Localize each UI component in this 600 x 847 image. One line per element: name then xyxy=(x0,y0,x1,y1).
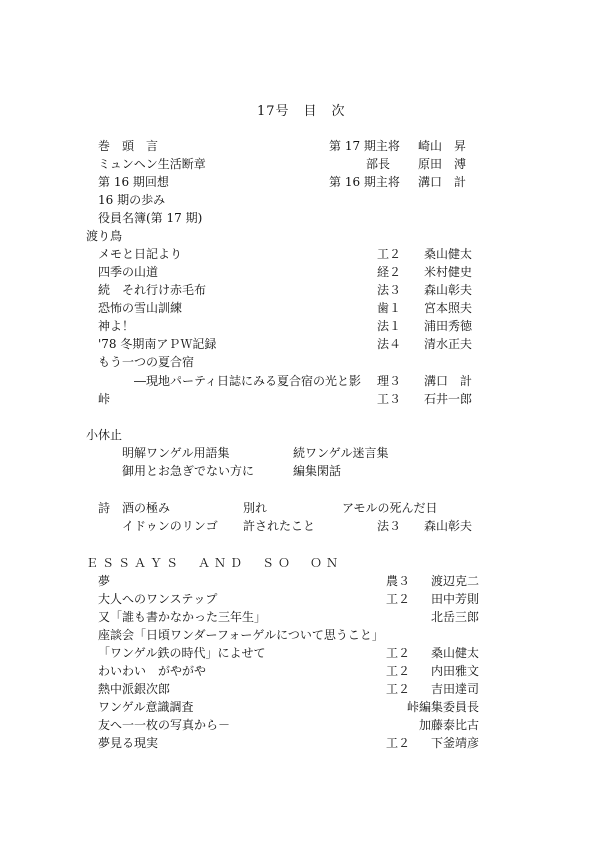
toc-role: 第 17 期主将 xyxy=(329,139,400,153)
toc-subtitle: ―現地パーティ日誌にみる夏合宿の光と影 xyxy=(134,374,362,388)
toc-title: '78 冬期南アＰＷ記録 xyxy=(98,337,217,351)
toc-dept: 法３ xyxy=(377,519,402,533)
toc-author: 下釜靖彦 xyxy=(431,736,480,750)
toc-author: 米村健史 xyxy=(424,265,473,279)
toc-title: 酒の極み xyxy=(122,501,171,515)
toc-title: 四季の山道 xyxy=(98,265,159,279)
toc-author: 宮本照夫 xyxy=(424,301,473,315)
toc-title: ワンゲル意識調査 xyxy=(98,700,194,714)
toc-author: 溝口 計 xyxy=(424,374,473,388)
toc-dept: 工２ xyxy=(386,592,411,606)
toc-title: 熱中派銀次郎 xyxy=(98,682,171,696)
toc-title: メモと日記より xyxy=(98,247,183,261)
toc-dept: 工２ xyxy=(386,664,411,678)
toc-title: 続 それ行け赤毛布 xyxy=(98,283,207,297)
toc-dept: 法３ xyxy=(377,283,402,297)
toc-title: アモルの死んだ日 xyxy=(342,501,438,515)
toc-author: 原田 溥 xyxy=(418,157,467,171)
toc-title: 「ワンゲル鉄の時代」によせて xyxy=(98,646,266,660)
toc-dept: 工２ xyxy=(386,682,411,696)
toc-dept: 工２ xyxy=(386,736,411,750)
toc-dept: 経２ xyxy=(377,265,402,279)
toc-author: 北岳三郎 xyxy=(431,610,480,624)
toc-title: ミュンヘン生活断章 xyxy=(98,157,206,171)
toc-author: 森山彰夫 xyxy=(424,283,473,297)
toc-title: 編集閑話 xyxy=(293,464,342,478)
toc-dept: 理３ xyxy=(377,374,402,388)
toc-dept: 農３ xyxy=(386,574,411,588)
toc-title: 夢 xyxy=(98,574,111,588)
section-heading-poems: 詩 xyxy=(98,501,111,515)
toc-dept: 法１ xyxy=(377,319,402,333)
toc-author: 内田雅文 xyxy=(431,664,480,678)
toc-title: 別れ xyxy=(243,501,268,515)
toc-author: 田中芳則 xyxy=(431,592,480,606)
toc-dept: 工２ xyxy=(377,247,402,261)
toc-title: 峠 xyxy=(98,392,111,406)
toc-title: 明解ワンゲル用語集 xyxy=(122,446,230,460)
toc-title: もう一つの夏合宿 xyxy=(98,355,195,369)
toc-title: 許されたこと xyxy=(243,519,316,533)
toc-author: 桑山健太 xyxy=(431,646,480,660)
toc-title: 役員名簿(第 17 期) xyxy=(98,211,203,225)
toc-author: 渡辺克二 xyxy=(431,574,480,588)
toc-title: 巻 頭 言 xyxy=(98,139,159,153)
toc-title: 続ワンゲル迷言集 xyxy=(293,446,389,460)
toc-title: 友へ一一枚の写真から－ xyxy=(98,718,231,732)
toc-author: 崎山 昇 xyxy=(418,139,467,153)
toc-dept: 工３ xyxy=(377,392,402,406)
toc-author: 森山彰夫 xyxy=(424,519,473,533)
toc-author: 吉田達司 xyxy=(431,682,480,696)
toc-author: 峠編集委員長 xyxy=(407,700,480,714)
page-title: 17号 目 次 xyxy=(257,104,346,119)
toc-title: 夢見る現実 xyxy=(98,736,159,750)
toc-title: わいわい がやがや xyxy=(98,664,207,678)
toc-author: 清水正夫 xyxy=(424,337,473,351)
toc-title: 神よ！ xyxy=(98,319,135,333)
section-heading-essays: ＥＳＳＡＹＳ ＡＮＤ ＳＯ ＯＮ xyxy=(86,556,343,570)
toc-title: 御用とお急ぎでない方に xyxy=(122,464,255,478)
toc-author: 溝口 計 xyxy=(418,175,467,189)
toc-title: 座談会「日頃ワンダーフォーゲルについて思うこと」 xyxy=(98,628,384,642)
toc-dept: 歯１ xyxy=(377,301,402,315)
toc-title: 大人へのワンステップ xyxy=(98,592,218,606)
toc-title: 又「誰も書かなかった三年生」 xyxy=(98,610,267,624)
toc-title: 16 期の歩み xyxy=(98,193,166,207)
toc-title: 恐怖の雪山訓練 xyxy=(98,301,183,315)
toc-title: 第 16 期回想 xyxy=(98,175,169,189)
toc-author: 石井一郎 xyxy=(424,392,473,406)
section-heading-kokyushi: 小休止 xyxy=(86,428,123,442)
toc-dept: 法４ xyxy=(377,337,402,351)
toc-dept: 工２ xyxy=(386,646,411,660)
toc-role: 第 16 期主将 xyxy=(329,175,400,189)
toc-author: 加藤泰比古 xyxy=(419,718,480,732)
section-heading-wataridori: 渡り鳥 xyxy=(86,229,123,243)
toc-role: 部長 xyxy=(366,157,391,171)
toc-title: イドゥンのリンゴ xyxy=(122,519,218,533)
toc-author: 浦田秀徳 xyxy=(424,319,473,333)
toc-author: 桑山健太 xyxy=(424,247,473,261)
